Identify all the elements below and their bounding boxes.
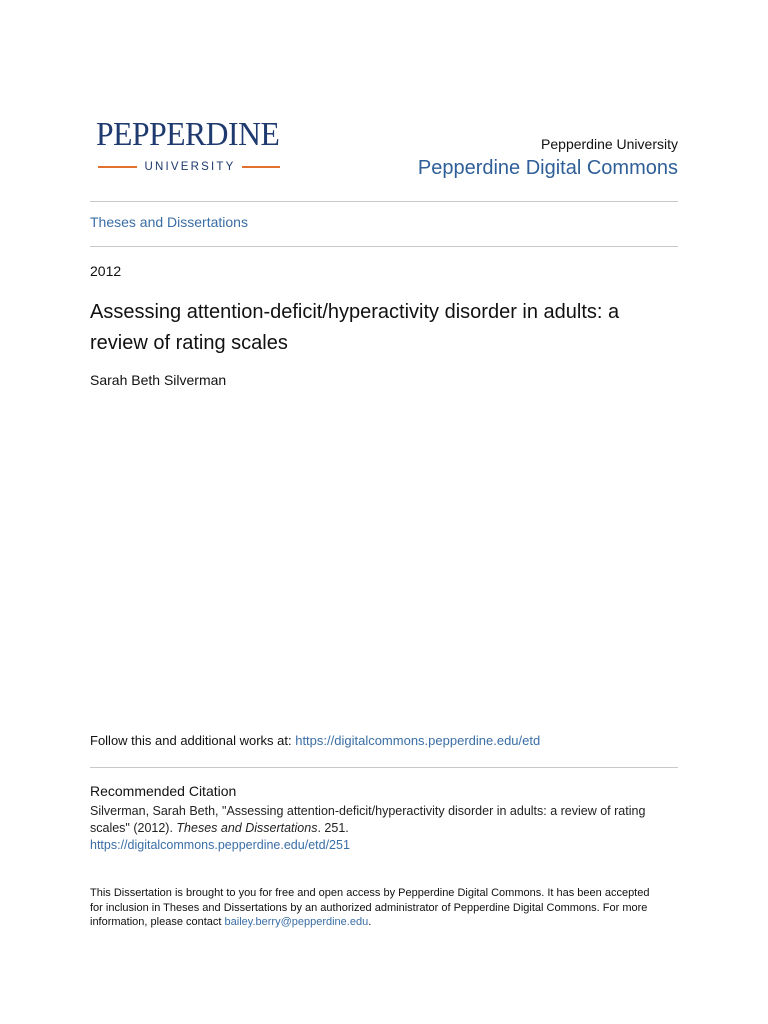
divider-collection [90,246,678,247]
logo-rule-left [98,166,137,168]
citation-line-1: Silverman, Sarah Beth, "Assessing attention-deficit/hyperactivity disorder in adults: a review of rating [90,804,646,818]
notice-line-1: This Dissertation is brought to you for free and open access by Pepperdine Digital Commons. It has been accepted [90,887,650,899]
logo-wordmark: PEPPERDINE [96,116,280,153]
follow-label: Follow this and additional works at: [90,733,296,748]
follow-line [90,733,540,748]
follow-url-link[interactable]: https://digitalcommons.pepperdine.edu/etd [295,733,541,748]
logo-sub-row [98,160,280,174]
author-name: Sarah Beth Silverman [90,372,227,388]
notice-line-3-pre: information, please contact [90,916,225,928]
citation-line-2-post: . 251. [317,821,349,835]
notice-line-2: for inclusion in Theses and Dissertations by an authorized administrator of Pepperdine Digital Commons. For more [90,901,648,914]
citation-line-2 [90,820,680,837]
collection-link[interactable]: Theses and Dissertations [90,214,248,230]
notice-line-3-post: . [368,916,372,928]
logo-rule-right [242,166,281,168]
citation-heading: Recommended Citation [90,783,237,799]
access-notice [90,886,680,930]
publication-year: 2012 [90,263,122,279]
citation-series: Theses and Dissertations [176,821,318,835]
pepperdine-logo [96,116,282,178]
repository-link[interactable]: Pepperdine Digital Commons [417,157,678,179]
logo-subtitle: UNIVERSITY [144,161,236,173]
notice-line-3 [90,915,680,930]
document-title: Assessing attention-deficit/hyperactivity disorder in adults: a review of rating scales [90,301,620,354]
citation-text [90,803,680,854]
divider-top [90,201,678,202]
divider-citation [90,767,678,768]
citation-line-2-pre: scales" (2012). [90,821,177,835]
institution-name: Pepperdine University [541,136,678,152]
contact-email-link[interactable]: bailey.berry@pepperdine.edu [224,916,369,928]
citation-url-link[interactable]: https://digitalcommons.pepperdine.edu/etd/251 [90,838,350,852]
